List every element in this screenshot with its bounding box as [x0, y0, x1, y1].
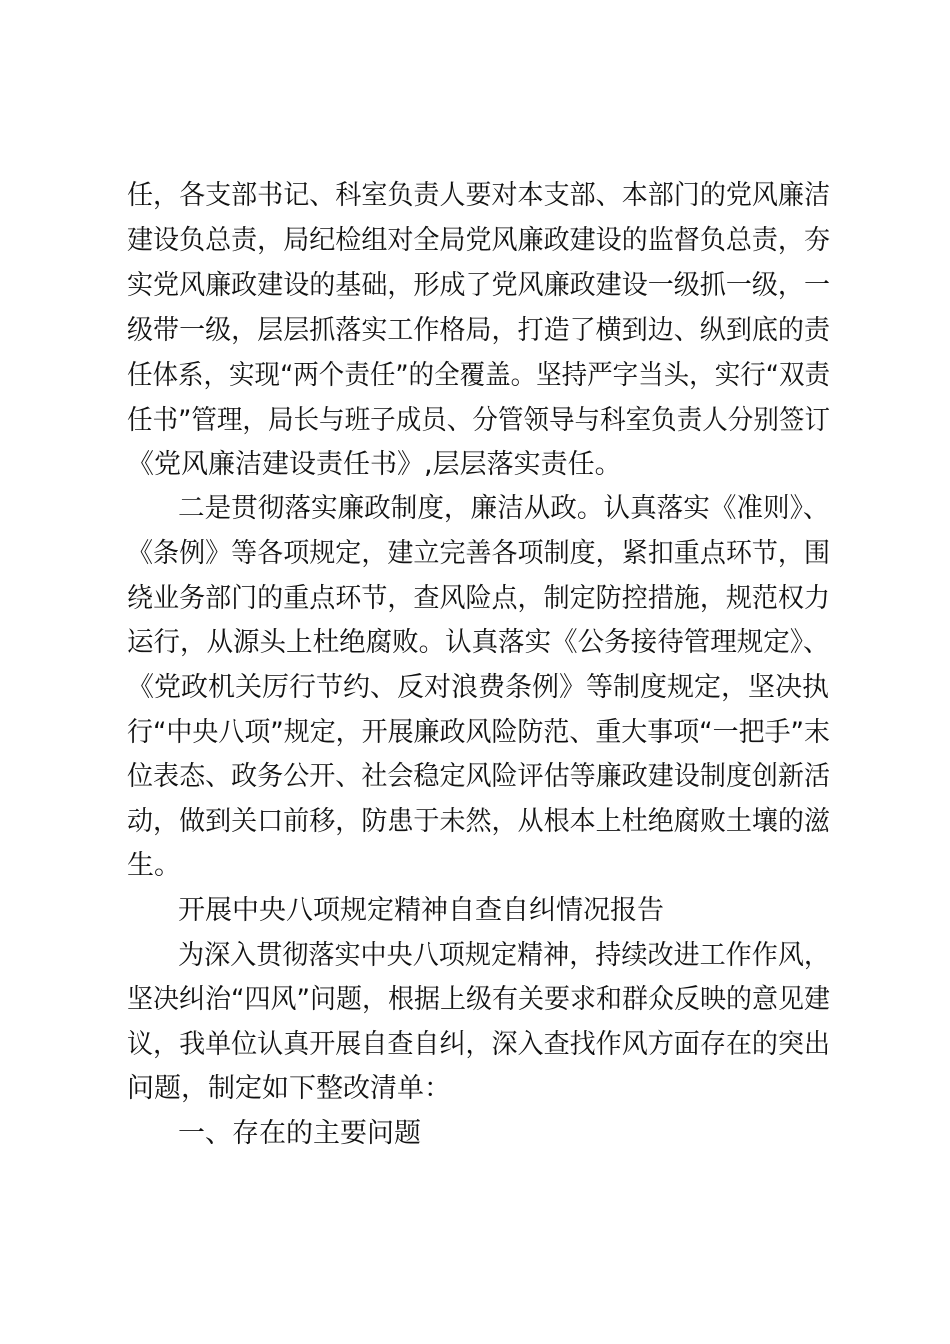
section-title: 开展中央八项规定精神自查自纠情况报告 [178, 895, 664, 926]
text-line: 任，各支部书记、科室负责人要对本支部、本部门的党风廉洁 [127, 180, 830, 211]
text-line: 二是贯彻落实廉政制度，廉洁从政。认真落实《准则》、 [178, 493, 830, 524]
text-line: 位表态、政务公开、社会稳定风险评估等廉政建设制度创新活 [127, 761, 830, 792]
text-line: 生。 [127, 850, 181, 881]
text-line: 任书”管理，局长与班子成员、分管领导与科室负责人分别签订 [127, 405, 830, 436]
text-line: 行“中央八项”规定，开展廉政风险防范、重大事项“一把手”末 [127, 717, 830, 748]
text-line: 议，我单位认真开展自查自纠，深入查找作风方面存在的突出 [127, 1029, 830, 1060]
text-line: 为深入贯彻落实中央八项规定精神，持续改进工作作风， [178, 940, 830, 971]
text-line: 《党政机关厉行节约、反对浪费条例》等制度规定，坚决执 [127, 672, 829, 703]
text-line: 任体系，实现“两个责任”的全覆盖。坚持严字当头，实行“双责 [127, 360, 830, 391]
text-line: 问题，制定如下整改清单： [127, 1073, 451, 1104]
text-line: 《条例》等各项规定，建立完善各项制度，紧扣重点环节，围 [127, 538, 830, 569]
section-heading: 一、存在的主要问题 [178, 1118, 421, 1149]
text-line: 运行，从源头上杜绝腐败。认真落实《公务接待管理规定》、 [127, 627, 830, 658]
text-line: 实党风廉政建设的基础，形成了党风廉政建设一级抓一级，一 [127, 270, 830, 301]
text-line: 《党风廉洁建设责任书》,层层落实责任。 [127, 449, 622, 480]
text-line: 绕业务部门的重点环节，查风险点，制定防控措施，规范权力 [127, 583, 830, 614]
text-line: 建设负总责，局纪检组对全局党风廉政建设的监督负总责，夯 [127, 225, 830, 256]
text-line: 级带一级，层层抓落实工作格局，打造了横到边、纵到底的责 [127, 315, 830, 346]
text-line: 动，做到关口前移，防患于未然，从根本上杜绝腐败土壤的滋 [127, 806, 830, 837]
text-line: 坚决纠治“四风”问题，根据上级有关要求和群众反映的意见建 [127, 984, 830, 1015]
